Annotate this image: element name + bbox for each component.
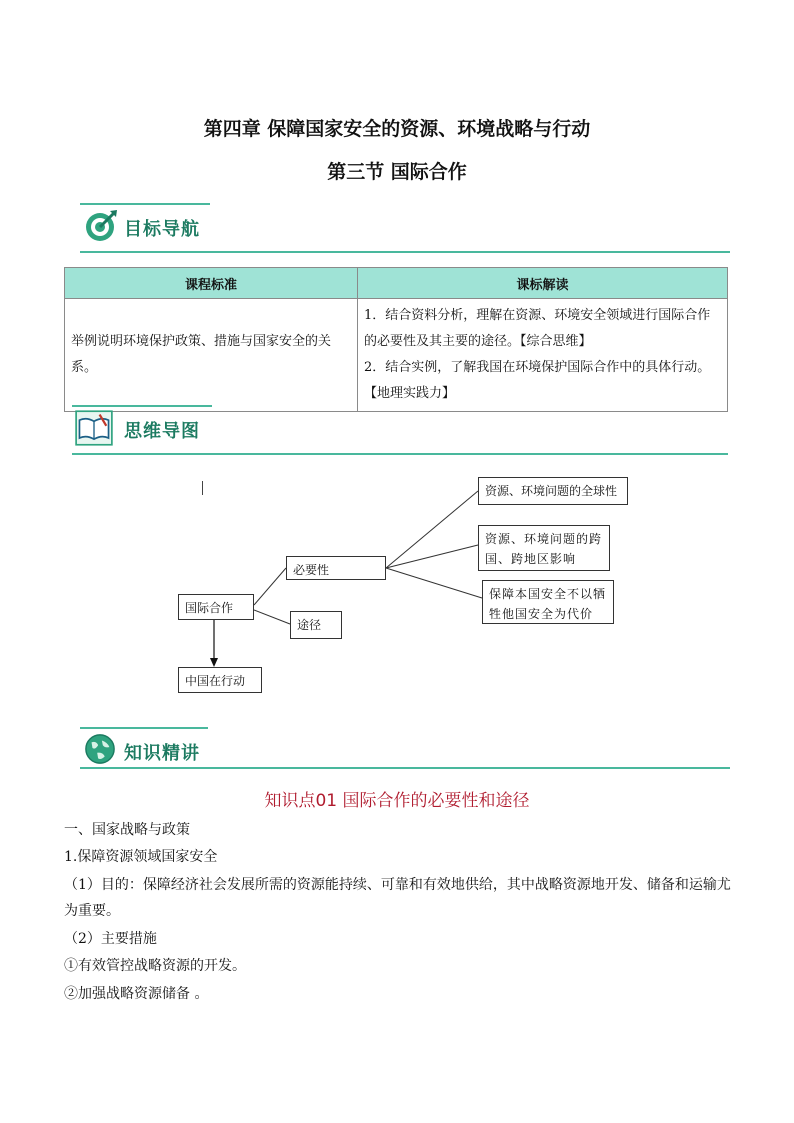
mindmap-reason-node: 资源、环境问题的跨国、跨地区影响 — [478, 525, 610, 571]
knowledge-section-label: 知识精讲 — [124, 743, 200, 764]
mindmap-root-node: 国际合作 — [178, 594, 254, 620]
section-title: 第三节 国际合作 — [327, 161, 467, 183]
interpretation-item: 1．结合资料分析，理解在资源、环境安全领域进行国际合作的必要性及其主要的途径。【综合思维】 — [364, 308, 711, 349]
heading-2: 1.保障资源领域国家安全 — [64, 849, 218, 865]
paragraph: （2）主要措施 — [64, 931, 157, 947]
mindmap-section-label: 思维导图 — [124, 421, 200, 442]
paragraph: （1）目的：保障经济社会发展所需的资源能持续、可靠和有效地供给，其中战略资源地开发、储备和运输尤为重要。 — [64, 877, 731, 919]
paragraph: ①有效管控战略资源的开发。 — [64, 958, 246, 974]
interpretation-col-header: 课标解读 — [358, 268, 728, 299]
mindmap-china-node: 中国在行动 — [178, 667, 262, 693]
mindmap-path-node: 途径 — [290, 611, 342, 639]
heading-1: 一、国家战略与政策 — [64, 822, 190, 838]
standard-cell: 举例说明环境保护政策、措施与国家安全的关系。 — [65, 299, 358, 412]
mindmap-necessity-node: 必要性 — [286, 556, 386, 580]
goals-section-label: 目标导航 — [124, 219, 200, 240]
interpretation-item: 2．结合实例，了解我国在环境保护国际合作中的具体行动。【地理实践力】 — [364, 360, 711, 401]
globe-icon — [84, 733, 116, 765]
knowledge-section-header — [80, 727, 730, 769]
paragraph: ②加强战略资源储备 。 — [64, 986, 209, 1002]
knowledge-point-title: 知识点01 国际合作的必要性和途径 — [264, 791, 530, 811]
mindmap-reason-node: 资源、环境问题的全球性 — [478, 477, 628, 505]
standards-col-header: 课程标准 — [65, 268, 358, 299]
chapter-title: 第四章 保障国家安全的资源、环境战略与行动 — [203, 118, 591, 140]
mindmap-reason-node: 保障本国安全不以牺牲他国安全为代价 — [482, 580, 614, 624]
